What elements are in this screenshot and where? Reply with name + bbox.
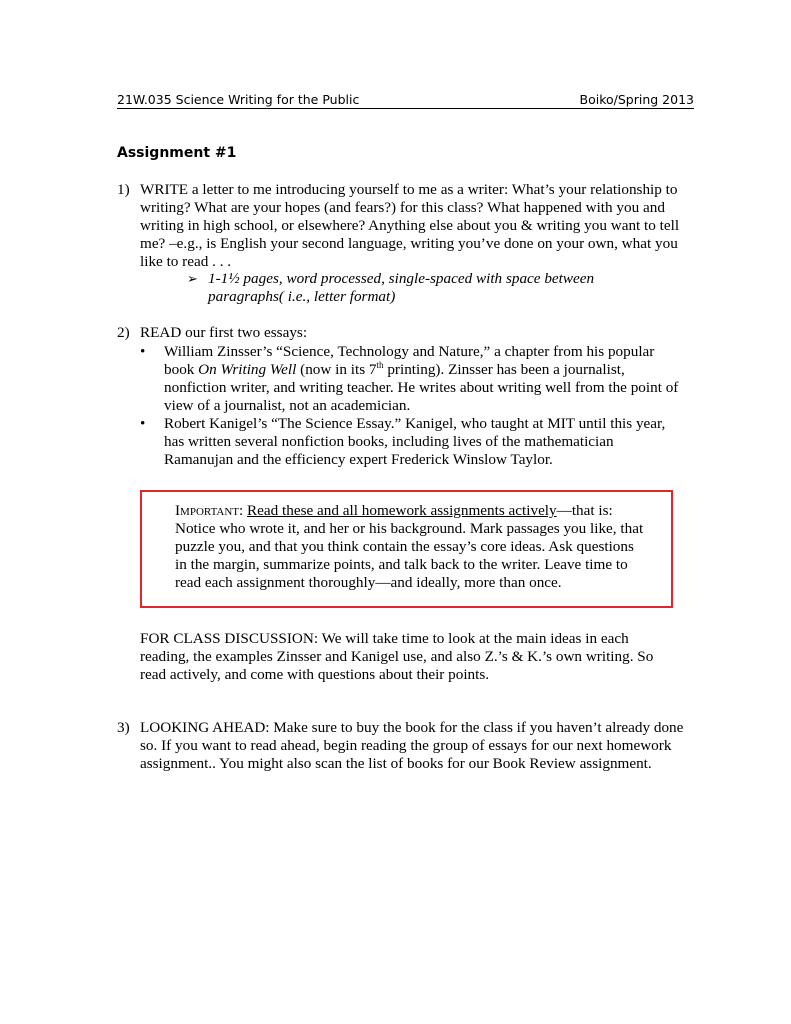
important-callout-box bbox=[140, 490, 673, 608]
bullet-dot-icon: • bbox=[140, 415, 146, 432]
bullet-1-text-a: William Zinsser’s “Science, Technology and Nature,” a chapter from his popular book bbox=[164, 343, 655, 378]
book-title: On Writing Well bbox=[198, 361, 297, 378]
item-1-number: 1) bbox=[117, 181, 130, 198]
item-3-number: 3) bbox=[117, 719, 130, 736]
item-1-subpoint bbox=[187, 270, 627, 306]
item-1-subpoint-text: 1-1½ pages, word processed, single-spaced with space between paragraphs( i.e., letter format) bbox=[208, 270, 595, 305]
item-2-number: 2) bbox=[117, 324, 130, 341]
important-underlined: Read these and all homework assignments actively bbox=[247, 502, 557, 519]
arrow-bullet-icon: ➢ bbox=[187, 271, 198, 286]
assignment-title: Assignment #1 bbox=[117, 145, 237, 161]
item-3 bbox=[117, 719, 687, 773]
bullet-2-text: Robert Kanigel’s “The Science Essay.” Kanigel, who taught at MIT until this year, has written several nonfiction books, including lives of the mathematician Ramanujan and the efficiency expert Frederick Winslow Taylor. bbox=[164, 415, 666, 468]
important-callout-text bbox=[175, 502, 645, 592]
item-2-text: READ our first two essays: bbox=[140, 324, 308, 341]
item-2 bbox=[117, 324, 687, 342]
important-label: Important: bbox=[175, 502, 244, 519]
important-rest: —that is: Notice who wrote it, and her or his background. Mark passages you like, that puzzle you, and that you think contain the essay’s core ideas. Ask questions in the margin, summarize points, and talk back to the writer. Leave time to read each assignment thoroughly—and ideally, more than once. bbox=[175, 502, 644, 591]
list-item-kanigel bbox=[140, 415, 680, 469]
ordinal-superscript: th bbox=[376, 359, 384, 370]
bullet-dot-icon: • bbox=[140, 343, 146, 360]
page-header bbox=[117, 92, 694, 109]
class-discussion-paragraph: FOR CLASS DISCUSSION: We will take time to look at the main ideas in each reading, the examples Zinsser and Kanigel use, and also Z.’s & K.’s own writing. So read actively, and come with questions about their points. bbox=[140, 630, 654, 683]
item-1 bbox=[117, 181, 687, 271]
bullet-1-text-c: printing). Zinsser has been a journalist, nonfiction writer, and writing teacher. He writes about writing well from the point of view of a journalist, not an academician. bbox=[164, 361, 679, 414]
item-1-text: WRITE a letter to me introducing yourself to me as a writer: What’s your relationship to writing? What are your hopes (and fears?) for this class? What happened with you and writing in high school, or elsewhere? Anything else about you & writing you want to tell me? –e.g., is English your second language, writing you’ve done on your own, what you like to read . . . bbox=[140, 181, 680, 270]
item-3-text: LOOKING AHEAD: Make sure to buy the book for the class if you haven’t already done so. If you want to read ahead, begin reading the group of essays for our next homework assignment.. You might also scan the list of books for our Book Review assignment. bbox=[140, 719, 684, 772]
bullet-1-text-b: (now in its 7 bbox=[296, 361, 377, 378]
essay-list bbox=[140, 343, 680, 469]
course-title: 21W.035 Science Writing for the Public bbox=[117, 92, 360, 107]
instructor-term: Boiko/Spring 2013 bbox=[579, 92, 694, 107]
list-item-zinsser bbox=[140, 343, 680, 415]
